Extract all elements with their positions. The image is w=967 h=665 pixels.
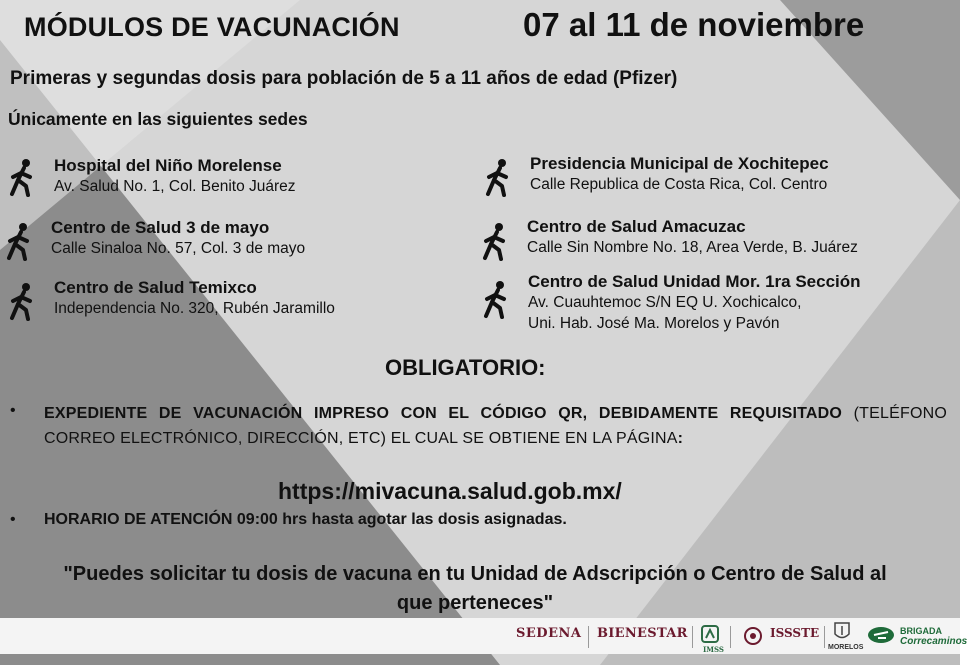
imss-logo-text: IMSS — [703, 645, 724, 654]
walking-person-icon — [480, 280, 510, 318]
date-range: 07 al 11 de noviembre — [523, 6, 865, 43]
bullet-marker: • — [10, 511, 16, 528]
requirement-record-colon: : — [677, 430, 684, 447]
site-address: Av. Cuauhtemoc S/N EQ U. Xochicalco, — [528, 294, 802, 311]
morelos-logo-text: MORELOS — [828, 644, 864, 651]
site-name: Centro de Salud Amacuzac — [527, 217, 746, 236]
site-name: Centro de Salud Temixco — [54, 278, 257, 297]
page-title: MÓDULOS DE VACUNACIÓN — [24, 12, 400, 42]
bullet-marker: • — [10, 402, 16, 419]
site-centro-salud-3-mayo — [51, 217, 305, 259]
site-address: Independencia No. 320, Rubén Jaramillo — [54, 300, 335, 317]
morelos-shield-icon — [833, 622, 851, 642]
site-address: Av. Salud No. 1, Col. Benito Juárez — [54, 178, 296, 195]
requirements-heading: OBLIGATORIO: — [385, 355, 546, 380]
requirement-item-hours: HORARIO DE ATENCIÓN 09:00 hrs hasta agotar las dosis asignadas. — [44, 511, 567, 528]
site-centro-salud-unidad-mor — [528, 271, 861, 334]
site-address-line2: Uni. Hab. José Ma. Morelos y Pavón — [528, 315, 780, 332]
site-name: Presidencia Municipal de Xochitepec — [530, 154, 829, 173]
sedena-logo: SEDENA — [516, 626, 582, 641]
registration-url[interactable]: https://mivacuna.salud.gob.mx/ — [278, 478, 622, 504]
site-hospital-nino-morelense — [54, 155, 296, 197]
issste-logo: ISSSTE — [770, 626, 820, 640]
brigada-runner-icon — [866, 624, 896, 646]
sites-intro: Únicamente en las siguientes sedes — [8, 109, 308, 129]
requirement-record-details: (TELÉFONO CORREO ELECTRÓNICO, DIRECCIÓN, ETC) EL CUAL SE OBTIENE EN LA PÁGINA — [44, 405, 947, 447]
logo-divider — [730, 626, 731, 648]
site-centro-salud-temixco — [54, 277, 335, 319]
brigada-logo-bottom: Correcaminos — [900, 636, 967, 647]
site-name: Hospital del Niño Morelense — [54, 156, 282, 175]
logo-divider — [588, 626, 589, 648]
issste-emblem-icon — [740, 626, 766, 646]
walking-person-icon — [3, 222, 33, 260]
site-centro-salud-amacuzac — [527, 216, 858, 258]
walking-person-icon — [6, 282, 36, 320]
closing-quote: "Puedes solicitar tu dosis de vacuna en tu Unidad de Adscripción o Centro de Salud al que perteneces" — [63, 563, 887, 614]
imss-emblem-icon — [700, 624, 720, 644]
walking-person-icon — [6, 158, 36, 196]
logo-divider — [692, 626, 693, 648]
walking-person-icon — [482, 158, 512, 196]
requirement-item-record — [44, 401, 947, 451]
subtitle: Primeras y segundas dosis para población de 5 a 11 años de edad (Pfizer) — [10, 68, 678, 89]
site-name: Centro de Salud 3 de mayo — [51, 218, 270, 237]
walking-person-icon — [479, 222, 509, 260]
bienestar-logo: BIENESTAR — [597, 626, 688, 641]
site-presidencia-xochitepec — [530, 153, 829, 195]
site-address: Calle Republica de Costa Rica, Col. Centro — [530, 176, 828, 193]
brigada-logo-top: BRIGADA — [900, 626, 942, 636]
site-address: Calle Sinaloa No. 57, Col. 3 de mayo — [51, 240, 306, 257]
site-name: Centro de Salud Unidad Mor. 1ra Sección — [528, 272, 861, 291]
site-address: Calle Sin Nombre No. 18, Area Verde, B. Juárez — [527, 239, 858, 256]
logo-divider — [824, 626, 825, 648]
requirement-record-emphasis: EXPEDIENTE DE VACUNACIÓN IMPRESO CON EL CÓDIGO QR, DEBIDAMENTE REQUISITADO — [44, 405, 843, 422]
